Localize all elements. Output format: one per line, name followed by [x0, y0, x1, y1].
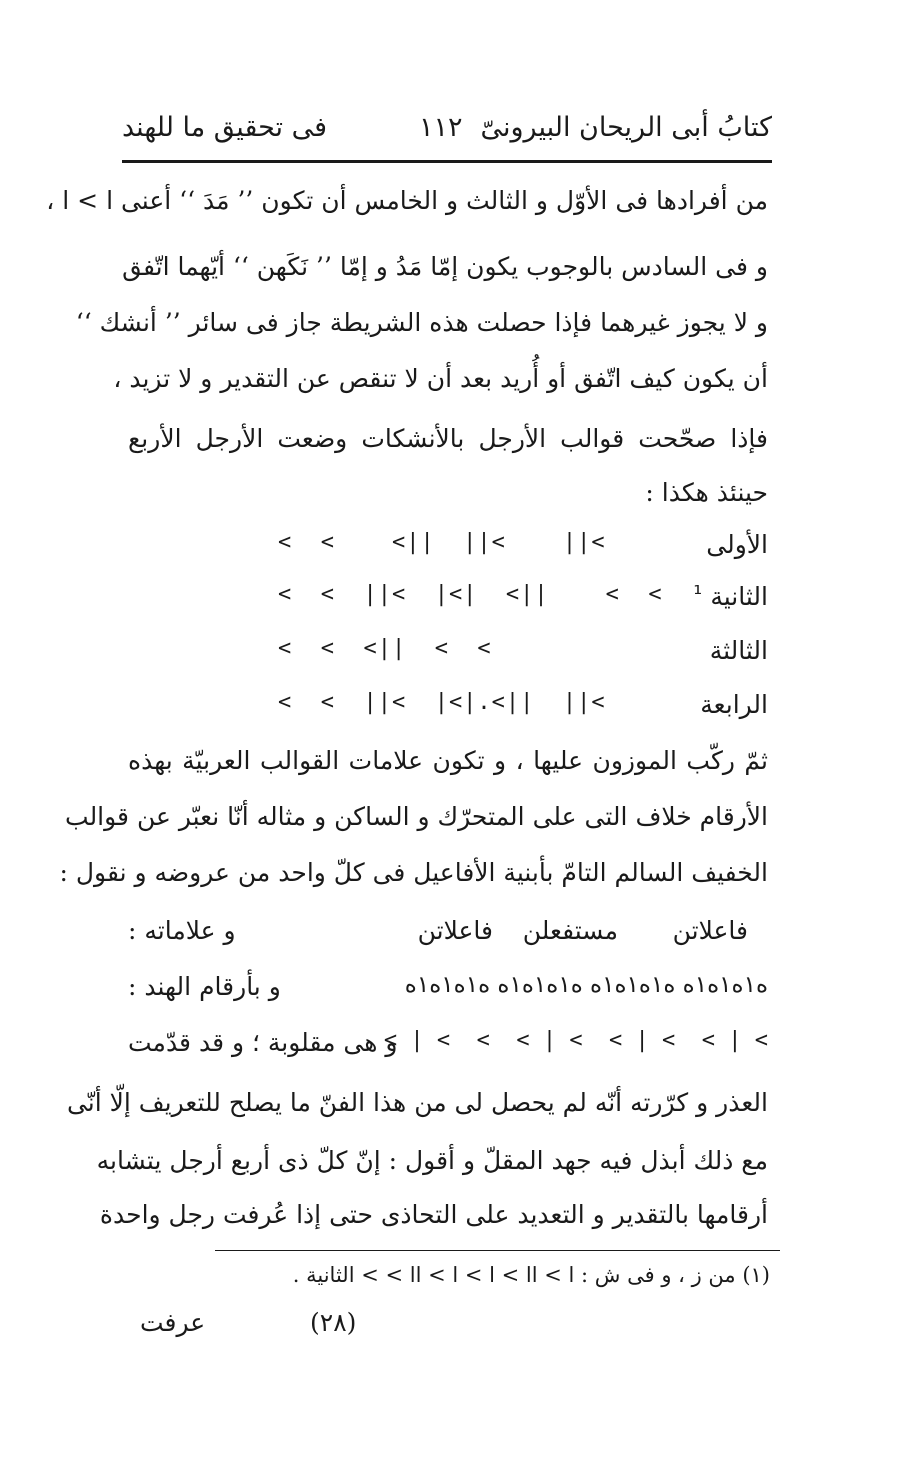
- foot-label: الرابعة: [700, 690, 768, 719]
- text-line: العذر و كرّرته أنّه لم يحصل لى من هذا الفنّ ما يصلح للتعريف إلّا أنّى: [66, 1088, 768, 1117]
- text-line: مع ذلك أبذل فيه جهد المقلّ و أقول : إنّ كلّ ذى أربع أرجل يتشابه: [96, 1146, 768, 1175]
- text-line: و لا يجوز غيرهما فإذا حصلت هذه الشريطة جاز فى سائر ’’ أنشك ‘‘: [75, 308, 768, 337]
- text-line: الخفيف السالم التامّ بأبنية الأفاعيل فى كلّ واحد من عروضه و نقول :: [59, 858, 768, 887]
- text-line: و هى مقلوبة ؛ و قد قدّمت: [128, 1028, 398, 1057]
- text-line: حينئذ هكذا :: [645, 478, 768, 507]
- text-line: من أفرادها فى الأوّل و الثالث و الخامس أن تكون ’’ مَدَ ‘‘ أعنى ا > ا ،: [46, 186, 768, 215]
- foot-label: الثانية: [710, 582, 768, 611]
- catchword: عرفت: [140, 1308, 206, 1337]
- foot-label: الثالثة: [709, 636, 768, 665]
- foot-marks: < < <|| ||< ||<: [278, 530, 606, 555]
- header-rule: [122, 160, 772, 163]
- text-line: و فى السادس بالوجوب يكون إمّا مَدُ و إمّا ’’ نَكَهن ‘‘ أيّهما اتّفق: [122, 252, 768, 281]
- header-topic: فى تحقيق ما للهند: [122, 112, 328, 143]
- running-header: [122, 100, 772, 156]
- signs-label: و علاماته :: [128, 916, 236, 945]
- foot-label: الأولى: [706, 530, 768, 559]
- hindi-label: و بأرقام الهند :: [128, 972, 281, 1001]
- footnote-rule: [215, 1250, 780, 1251]
- signature-mark: (٢٨): [310, 1308, 357, 1337]
- signs-sequence: ه١ه١ه١ه ه١ه١ه١ه ه١ه١ه١ه ه١ه١ه١ه: [404, 972, 768, 998]
- tafila-word: فاعلاتن: [672, 916, 748, 945]
- foot-marks: < < ||< |<| <|| < < ¹: [278, 582, 706, 607]
- header-book-title: كتابُ أبى الريحان البيرونىّ: [480, 112, 772, 143]
- page-number: ١١٢: [419, 112, 463, 143]
- hindi-marks: < | < < < | < < | < < | <: [383, 1028, 768, 1053]
- text-line: أن يكون كيف اتّفق أو أُريد بعد أن لا تنقص عن التقدير و لا تزيد ،: [113, 364, 768, 393]
- tafila-word: فاعلاتن: [417, 916, 493, 945]
- tafila-word: مستفعلن: [522, 916, 618, 945]
- text-line: ثمّ ركّب الموزون عليها ، و تكون علامات القوالب العربيّة بهذه: [128, 746, 768, 775]
- text-line: الأرقام خلاف التى على المتحرّك و الساكن و مثاله أنّا نعبّر عن قوالب: [65, 802, 768, 831]
- text-line: فإذا صحّحت قوالب الأرجل بالأنشكات وضعت الأرجل الأربع: [128, 424, 768, 453]
- text-line: أرقامها بالتقدير و التعديد على التحاذى حتى إذا عُرفت رجل واحدة: [99, 1200, 768, 1229]
- foot-marks: < < ||< |<|.<|| ||<: [278, 690, 606, 715]
- footnote: (١) من ز ، و فى ش : ا > اا > ا > ا > اا > > الثانية .: [292, 1263, 770, 1287]
- foot-marks: < < <|| < <: [278, 636, 492, 661]
